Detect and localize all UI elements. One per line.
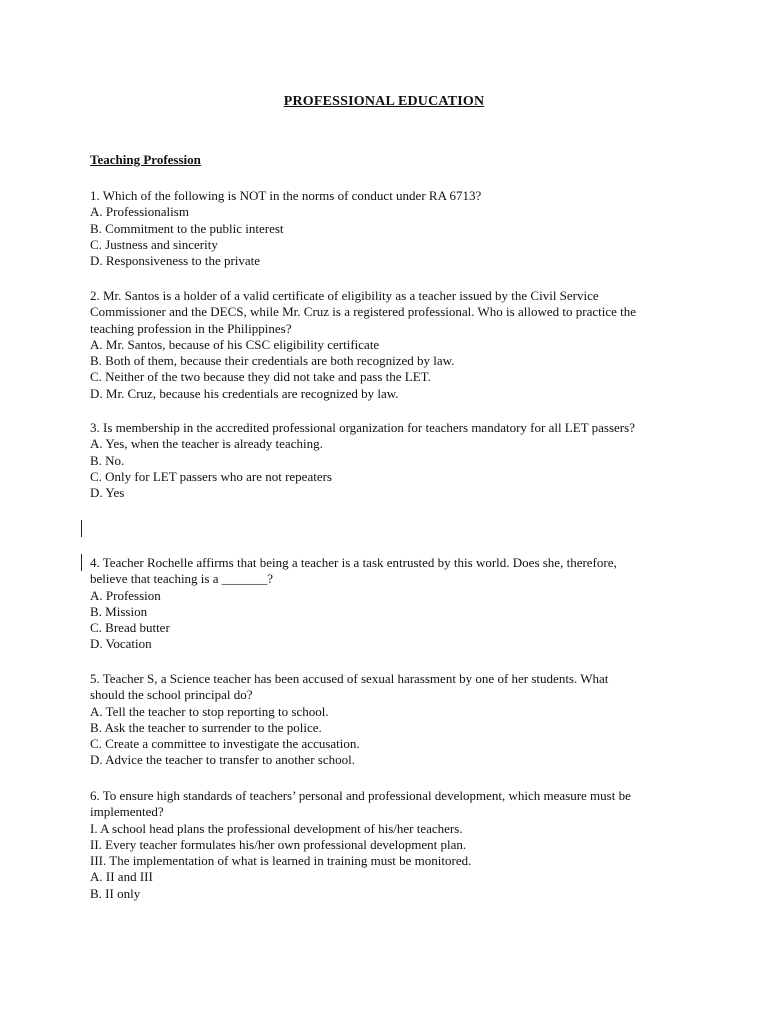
question-stem: implemented?: [90, 804, 164, 820]
answer-choice: D. Mr. Cruz, because his credentials are recognized by law.: [90, 385, 399, 401]
answer-choice: B. Mission: [90, 603, 148, 619]
statement: II. Every teacher formulates his/her own professional development plan.: [90, 836, 467, 852]
answer-choice: C. Create a committee to investigate the accusation.: [90, 736, 360, 752]
answer-choice: D. Vocation: [90, 636, 152, 652]
answer-choice: B. No.: [90, 452, 125, 468]
answer-choice: D. Advice the teacher to transfer to another school.: [90, 752, 355, 768]
answer-choice: D. Yes: [90, 485, 125, 501]
question-stem: 6. To ensure high standards of teachers’ personal and professional development, which measure must be: [90, 788, 631, 803]
question-5: [90, 671, 690, 769]
answer-choice: B. Commitment to the public interest: [90, 220, 284, 236]
answer-choice: B. Both of them, because their credentials are both recognized by law.: [90, 353, 455, 369]
text-cursor: [81, 520, 82, 537]
answer-choice: A. Yes, when the teacher is already teaching.: [90, 436, 323, 452]
answer-choice: C. Justness and sincerity: [90, 236, 218, 252]
answer-choice: B. II only: [90, 885, 141, 901]
question-stem: teaching profession in the Philippines?: [90, 320, 292, 336]
question-stem: should the school principal do?: [90, 687, 253, 703]
answer-choice: D. Responsiveness to the private: [90, 253, 261, 269]
question-2: [90, 288, 690, 402]
answer-choice: B. Ask the teacher to surrender to the police.: [90, 719, 322, 735]
answer-choice: A. Tell the teacher to stop reporting to school.: [90, 703, 329, 719]
question-stem: 2. Mr. Santos is a holder of a valid certificate of eligibility as a teacher issued by the Civil Service: [90, 288, 599, 303]
text-cursor: [81, 554, 82, 571]
answer-choice: A. II and III: [90, 869, 153, 885]
answer-choice: A. Mr. Santos, because of his CSC eligibility certificate: [90, 336, 380, 352]
statement: I. A school head plans the professional development of his/her teachers.: [90, 820, 463, 836]
question-stem: believe that teaching is a _______?: [90, 571, 274, 587]
page-title: PROFESSIONAL EDUCATION: [283, 94, 485, 109]
answer-choice: C. Bread butter: [90, 620, 170, 636]
question-6: [90, 788, 690, 902]
answer-choice: C. Only for LET passers who are not repeaters: [90, 468, 332, 484]
question-stem: Commissioner and the DECS, while Mr. Cruz is a registered professional. Who is allowed to practice the: [90, 304, 637, 320]
question-3: [90, 420, 690, 501]
question-stem: 3. Is membership in the accredited professional organization for teachers mandatory for all LET passers?: [90, 420, 635, 435]
answer-choice: C. Neither of the two because they did not take and pass the LET.: [90, 369, 431, 385]
question-stem: 4. Teacher Rochelle affirms that being a teacher is a task entrusted by this world. Does she, therefore,: [90, 555, 617, 570]
section-heading: Teaching Profession: [90, 152, 201, 167]
answer-choice: A. Profession: [90, 587, 161, 603]
statement: III. The implementation of what is learned in training must be monitored.: [90, 853, 472, 869]
question-stem: 1. Which of the following is NOT in the norms of conduct under RA 6713?: [90, 188, 482, 203]
question-4: [90, 555, 690, 653]
answer-choice: A. Professionalism: [90, 204, 189, 220]
question-stem: 5. Teacher S, a Science teacher has been accused of sexual harassment by one of her students. What: [90, 671, 609, 686]
question-1: [90, 188, 690, 269]
